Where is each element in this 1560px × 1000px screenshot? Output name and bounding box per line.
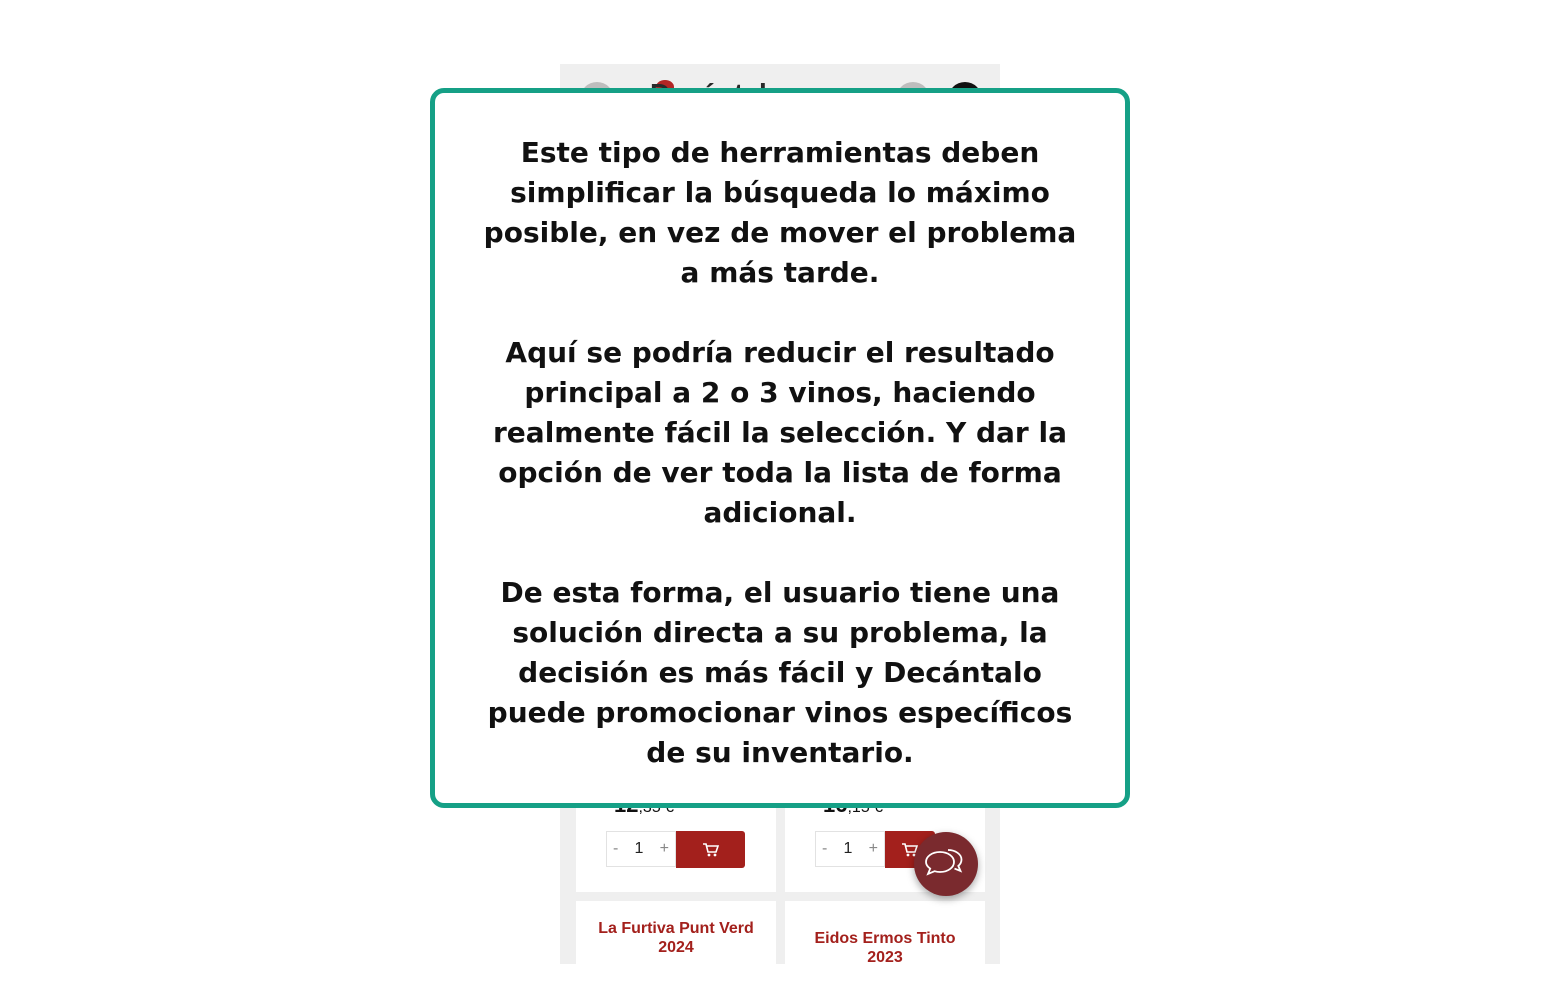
quantity-stepper[interactable]: [815, 831, 885, 867]
callout-paragraph: Este tipo de herramientas deben simplificar la búsqueda lo máximo posible, en vez de mover el problema a más tarde.: [483, 136, 1077, 289]
decrease-button[interactable]: -: [822, 840, 828, 857]
product-name-link[interactable]: La Furtiva Punt Verd 2024: [598, 920, 754, 956]
annotation-callout: [430, 88, 1130, 808]
increase-button[interactable]: +: [868, 840, 878, 857]
shopping-cart-icon: [702, 842, 720, 858]
product-card[interactable]: [576, 901, 776, 964]
callout-paragraph: De esta forma, el usuario tiene una solución directa a su problema, la decisión es más fácil y Decántalo puede promocionar vinos específicos de su inventario.: [487, 576, 1073, 769]
quantity-value[interactable]: 1: [843, 840, 853, 857]
chat-button[interactable]: [914, 832, 978, 896]
product-card[interactable]: [785, 901, 985, 964]
quantity-stepper[interactable]: [606, 831, 676, 867]
increase-button[interactable]: +: [659, 840, 669, 857]
callout-paragraph: Aquí se podría reducir el resultado principal a 2 o 3 vinos, haciendo realmente fácil la selección. Y dar la opción de ver toda la lista de forma adicional.: [493, 336, 1067, 529]
quantity-value[interactable]: 1: [634, 840, 644, 857]
decrease-button[interactable]: -: [613, 840, 619, 857]
product-name-link[interactable]: Eidos Ermos Tinto 2023: [814, 930, 956, 964]
chat-bubbles-icon: [924, 846, 968, 882]
add-to-cart-button[interactable]: [676, 831, 745, 868]
